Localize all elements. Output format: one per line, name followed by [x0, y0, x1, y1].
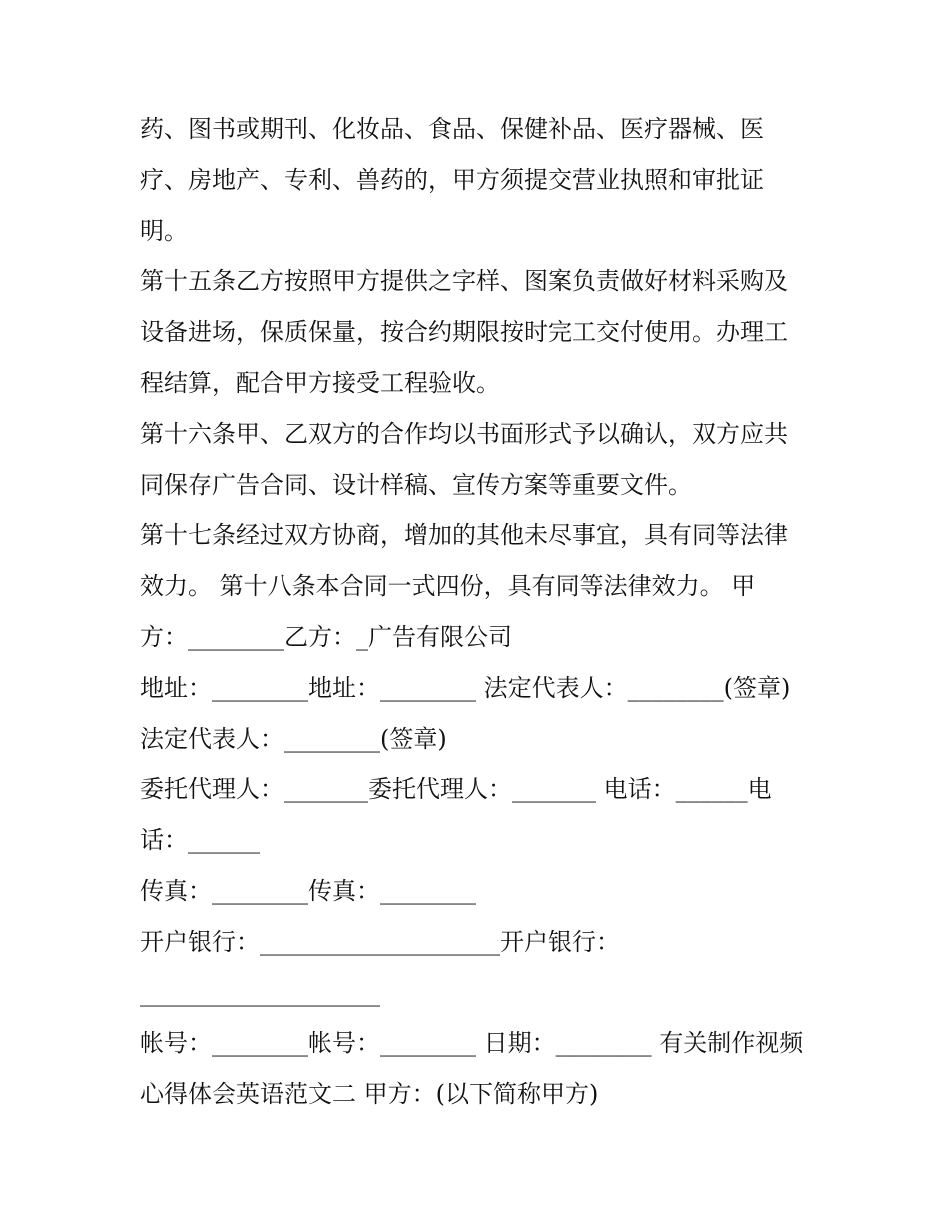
text-line: 第十七条经过双方协商，增加的其他未尽事宜，具有同等法律 [140, 521, 788, 550]
text-line: 设备进场，保质保量，按合约期限按时完工交付使用。办理工 [140, 318, 788, 347]
text-line: 法定代表人：________(签章) [140, 724, 447, 753]
text-line: 第十六条甲、乙双方的合作均以书面形式予以确认，双方应共 [140, 419, 788, 448]
text-line: 第十五条乙方按照甲方提供之字样、图案负责做好材料采购及 [140, 267, 788, 296]
text-line: 药、图书或期刊、化妆品、食品、保健补品、医疗器械、医 [140, 115, 764, 143]
text-line: 开户银行：____________________开户银行： [140, 927, 620, 956]
document-body [140, 104, 820, 1120]
text-line: 方：________乙方：_广告有限公司 [140, 622, 512, 651]
text-line: 效力。 第十八条本合同一式四份，具有同等法律效力。 甲 [140, 572, 756, 601]
text-line: 疗、房地产、专利、兽药的，甲方须提交营业执照和审批证 [140, 165, 764, 194]
text-line: 传真：________传真：________ [140, 876, 476, 905]
text-line: 同保存广告合同、设计样稿、宣传方案等重要文件。 [140, 470, 692, 499]
text-line: 帐号：________帐号：________ 日期：________ 有关制作视频 [140, 1029, 804, 1058]
text-line: 心得体会英语范文二 甲方：(以下简称甲方) [140, 1080, 599, 1109]
text-line: 话：______ [140, 826, 260, 855]
text-line: 明。 [140, 216, 188, 245]
text-line: 委托代理人：_______委托代理人：_______ 电话：______电 [140, 775, 772, 804]
text-line: ____________________ [140, 978, 380, 1007]
text-line: 程结算，配合甲方接受工程验收。 [140, 368, 500, 397]
text-line: 地址：________地址：________ 法定代表人：________(签章) [140, 673, 791, 702]
